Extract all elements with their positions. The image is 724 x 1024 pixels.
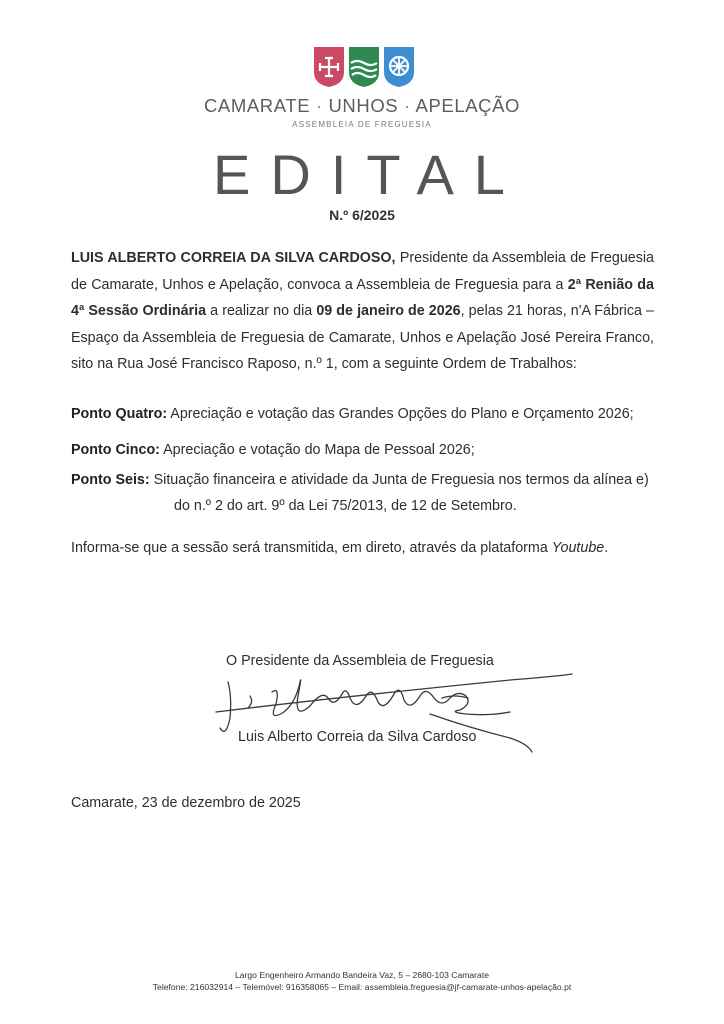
edital-number: N.º 6/2025	[329, 207, 395, 223]
brand-separator: ·	[315, 95, 323, 116]
footer-contacts	[0, 970, 724, 993]
intro-text-3: , pelas 21 horas, n'A Fábrica – Espaço da Assembleia de Freguesia de Camarate, Unhos e Apelação José Pereira Franco, sito na Rua José Francisco Raposo, n.º 1, com a seguinte Ordem de Trabalhos:	[71, 303, 654, 372]
broadcast-text: Informa-se que a sessão será transmitida, em direto, através da plataforma	[71, 540, 552, 556]
agenda-point-label: Ponto Quatro:	[71, 406, 168, 422]
intro-text-2: a realizar no dia	[206, 303, 317, 319]
agenda-point-text: Apreciação e votação do Mapa de Pessoal 2026;	[159, 442, 475, 458]
footer-phone-email: Telefone: 216032914 – Telemóvel: 916358065 – Email: assembleia.freguesia@jf-camarate-unhos-apelação.pt	[152, 981, 572, 992]
brand-camarate: CAMARATE	[203, 95, 311, 116]
agenda-point-six	[71, 467, 671, 519]
session-date: 09 de janeiro de 2026	[316, 303, 461, 319]
brand-apelacao: APELAÇÃO	[415, 95, 521, 116]
intro-text-1: Presidente da Assembleia de Freguesia de Camarate, Unhos e Apelação, convoca a Assembleia de Freguesia para a	[71, 250, 655, 293]
session-name: 2ª Renião da 4ª Sessão Ordinária	[71, 276, 654, 319]
brand-unhos: UNHOS	[328, 95, 399, 116]
agenda-point-label: Ponto Cinco:	[71, 442, 160, 458]
signatory-role: O Presidente da Assembleia de Freguesia	[226, 653, 494, 669]
agenda-point-four	[71, 401, 671, 427]
broadcast-end: .	[604, 540, 609, 556]
letterhead	[0, 46, 724, 129]
waves-emblem-icon	[348, 46, 380, 88]
brand-name	[0, 95, 724, 117]
wheel-emblem-icon	[383, 46, 415, 88]
brand-subtitle: ASSEMBLEIA DE FREGUESIA	[292, 120, 432, 129]
coat-of-arms	[4, 46, 724, 90]
footer-address: Largo Engenheiro Armando Bandeira Vaz, 5 – 2680-103 Camarate	[234, 970, 489, 980]
agenda-point-text: Apreciação e votação das Grandes Opções do Plano e Orçamento 2026;	[167, 406, 634, 422]
signatory-name: Luis Alberto Correia da Silva Cardoso	[238, 729, 477, 745]
agenda-point-label: Ponto Seis:	[71, 472, 150, 488]
platform-name: Youtube	[551, 540, 605, 556]
president-name: LUIS ALBERTO CORREIA DA SILVA CARDOSO,	[71, 250, 396, 266]
document-date: Camarate, 23 de dezembro de 2025	[71, 795, 301, 811]
agenda-point-text: Situação financeira e atividade da Junta de Freguesia nos termos da alínea e)	[149, 472, 649, 488]
agenda-point-text-continued: do n.º 2 do art. 9º da Lei 75/2013, de 12 de Setembro.	[174, 498, 517, 514]
broadcast-notice	[71, 540, 608, 556]
intro-paragraph	[71, 245, 654, 378]
brand-separator: ·	[404, 95, 411, 116]
agenda-point-five	[71, 437, 671, 463]
cross-emblem-icon	[313, 46, 345, 88]
document-title: EDITAL	[213, 143, 525, 206]
